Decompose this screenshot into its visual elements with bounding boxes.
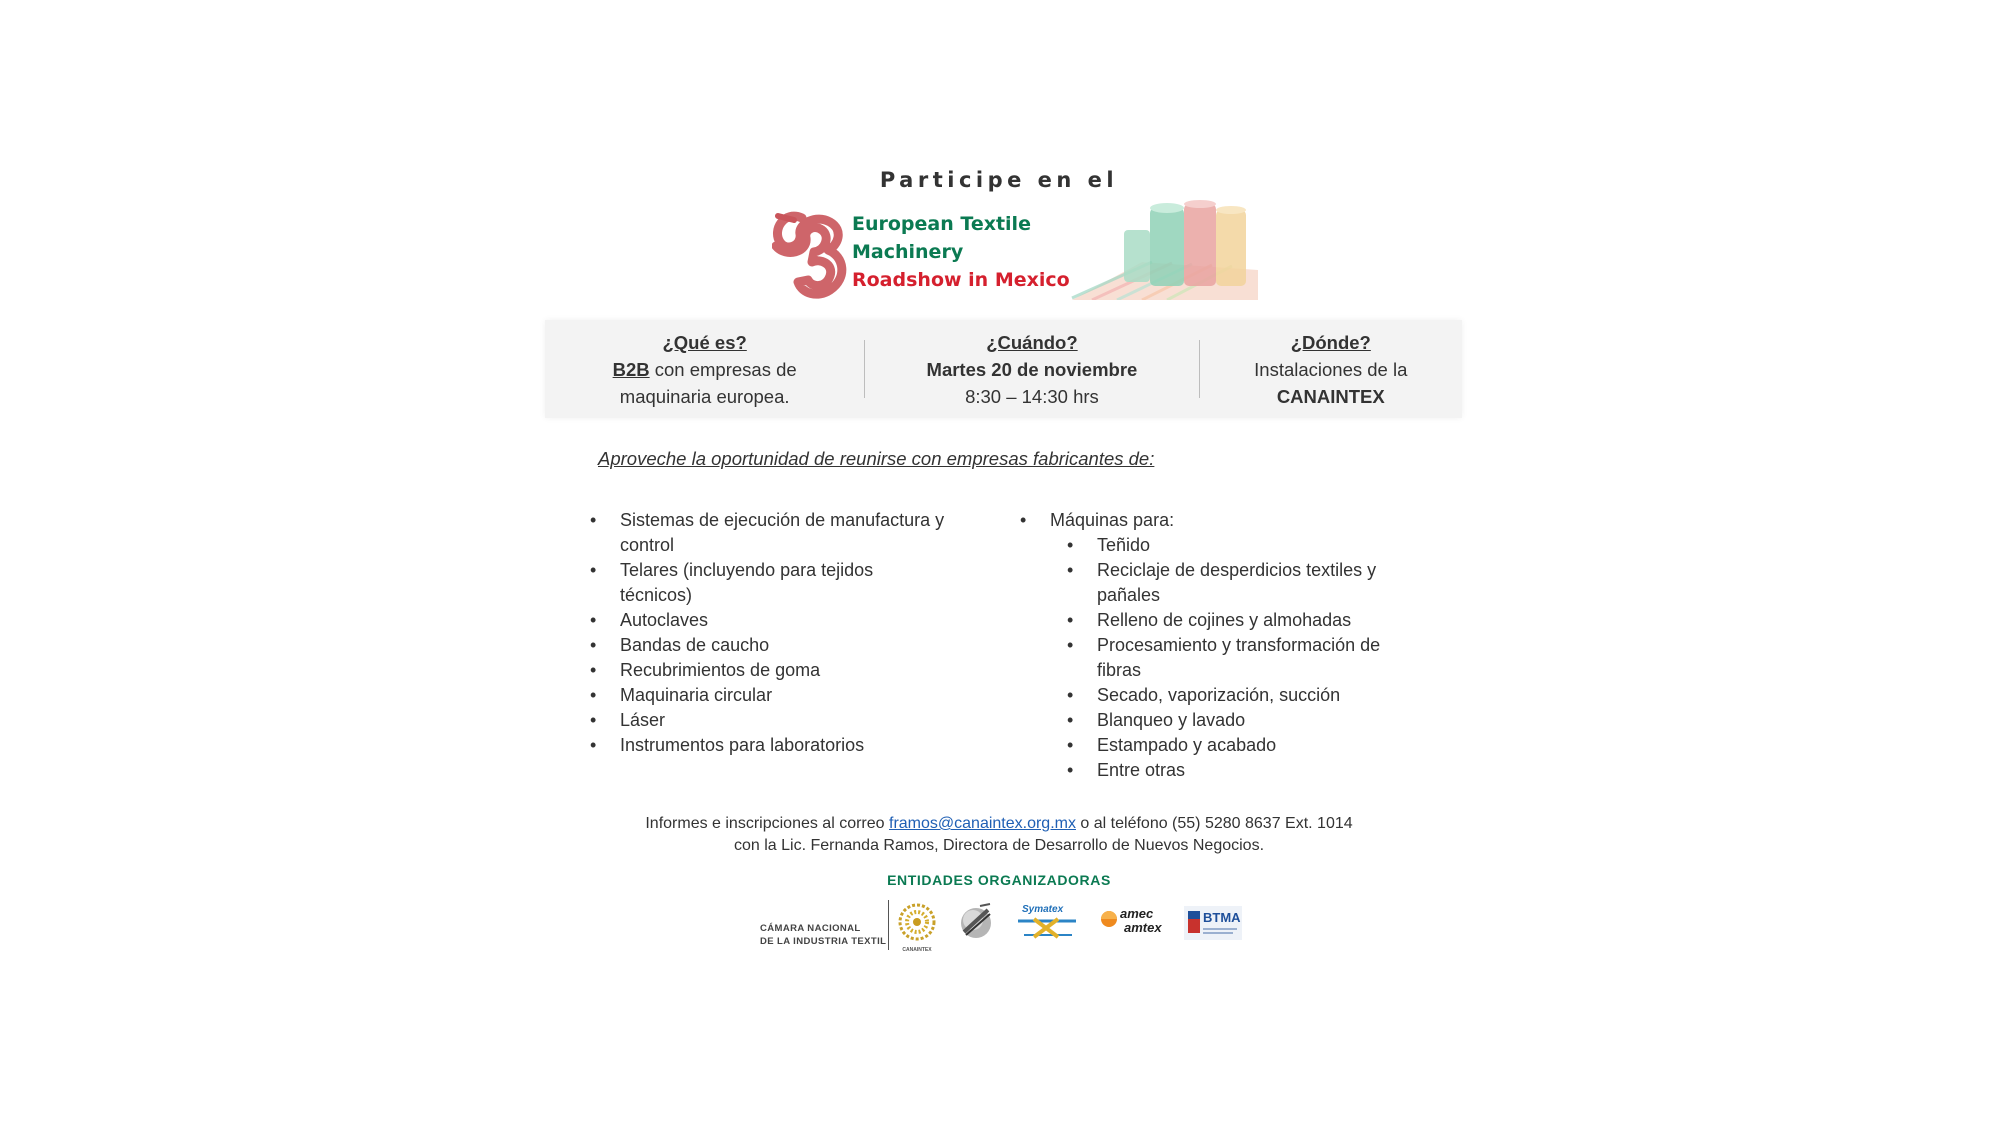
donde-heading: ¿Dónde? [1290,331,1371,353]
btma-logo [1184,906,1242,940]
opportunity-heading: Aproveche la oportunidad de reunirse con empresas fabricantes de: [598,448,1155,469]
contact-info [0,813,1998,857]
roadshow-title [852,210,1070,294]
btma-underline [1203,932,1233,934]
list-item: • Maquinaria circular [590,683,950,708]
btma-label: BTMA [1203,910,1241,925]
logo-line-1: European Textile [852,213,1031,235]
sphere-logo [956,902,996,942]
canaintex-line-2: DE LA INDUSTRIA TEXTIL [760,936,887,947]
sub-list-item: • Secado, vaporización, succión [1020,683,1420,708]
list-item: • Bandas de caucho [590,633,950,658]
list-item: • Láser [590,708,950,733]
logo-line-2: Machinery [852,241,964,263]
list-item: • Telares (incluyendo para tejidos técnicos) [590,558,950,608]
que-es-text-1: con empresas de [649,358,797,380]
sub-list-item: • Teñido [1020,533,1420,558]
globe-icon [956,902,996,942]
email-link[interactable]: framos@canaintex.org.mx [889,815,1076,832]
sub-list-item: • Reciclaje de desperdicios textiles y pañales [1020,558,1420,608]
canaintex-emblem-icon [896,902,938,942]
event-date: Martes 20 de noviembre [926,358,1138,380]
donde-text: Instalaciones de la [1254,358,1408,380]
list-item [1020,508,1420,533]
b2b-label: B2B [612,358,650,380]
sub-list-item: • Estampado y acabado [1020,733,1420,758]
cuando-heading: ¿Cuándo? [986,331,1078,353]
btma-shield-icon [1186,909,1202,937]
list-item: • Recubrimientos de goma [590,658,950,683]
contact-pre: Informes e inscripciones al correo [645,815,889,832]
event-info-box [545,320,1462,418]
btma-underline [1203,928,1237,930]
intro-heading: Participe en el [879,168,1119,192]
canaintex-small-label: CANAINTEX [902,947,932,953]
symatex-label: Symatex [1022,904,1064,915]
machines-heading: Máquinas para: [1050,510,1175,530]
symatex-logo [1014,904,1080,944]
right-list [1020,508,1420,783]
organizers-heading: ENTIDADES ORGANIZADORAS [887,872,1111,888]
sub-list [1020,533,1420,783]
symatex-mark-icon [1014,915,1080,941]
list-item: • Sistemas de ejecución de manufactura y control [590,508,950,558]
list-item: • Autoclaves [590,608,950,633]
donde-column [1200,329,1462,410]
cuando-column [865,329,1198,410]
canaintex-line-1: CÁMARA NACIONAL [760,923,861,934]
canaintex-wordmark [760,922,886,948]
amtex-label: amtex [1124,920,1162,935]
event-time: 8:30 – 14:30 hrs [965,385,1099,407]
logo-line-3: Roadshow in Mexico [852,269,1070,291]
sub-list-item: • Entre otras [1020,758,1420,783]
que-es-text-2: maquinaria europea. [619,385,790,407]
sub-list-item: • Procesamiento y transformación de fibras [1020,633,1420,683]
contact-line-2: con la Lic. Fernanda Ramos, Directora de Desarrollo de Nuevos Negocios. [733,837,1265,854]
sub-list-item: • Blanqueo y lavado [1020,708,1420,733]
donde-place: CANAINTEX [1276,385,1385,407]
list-item: • Instrumentos para laboratorios [590,733,950,758]
que-es-column [545,329,864,410]
canaintex-logo [896,902,938,953]
amec-amtex-logo [1098,906,1170,940]
left-list [590,508,950,758]
sub-list-item: • Relleno de cojines y almohadas [1020,608,1420,633]
amec-label: amec [1120,906,1154,921]
logo-divider [888,900,889,950]
que-es-heading: ¿Qué es? [662,331,747,353]
sub-list-container [1020,533,1420,783]
amec-sun-icon [1098,908,1120,930]
contact-post: o al teléfono (55) 5280 8637 Ext. 1014 [1075,815,1353,832]
